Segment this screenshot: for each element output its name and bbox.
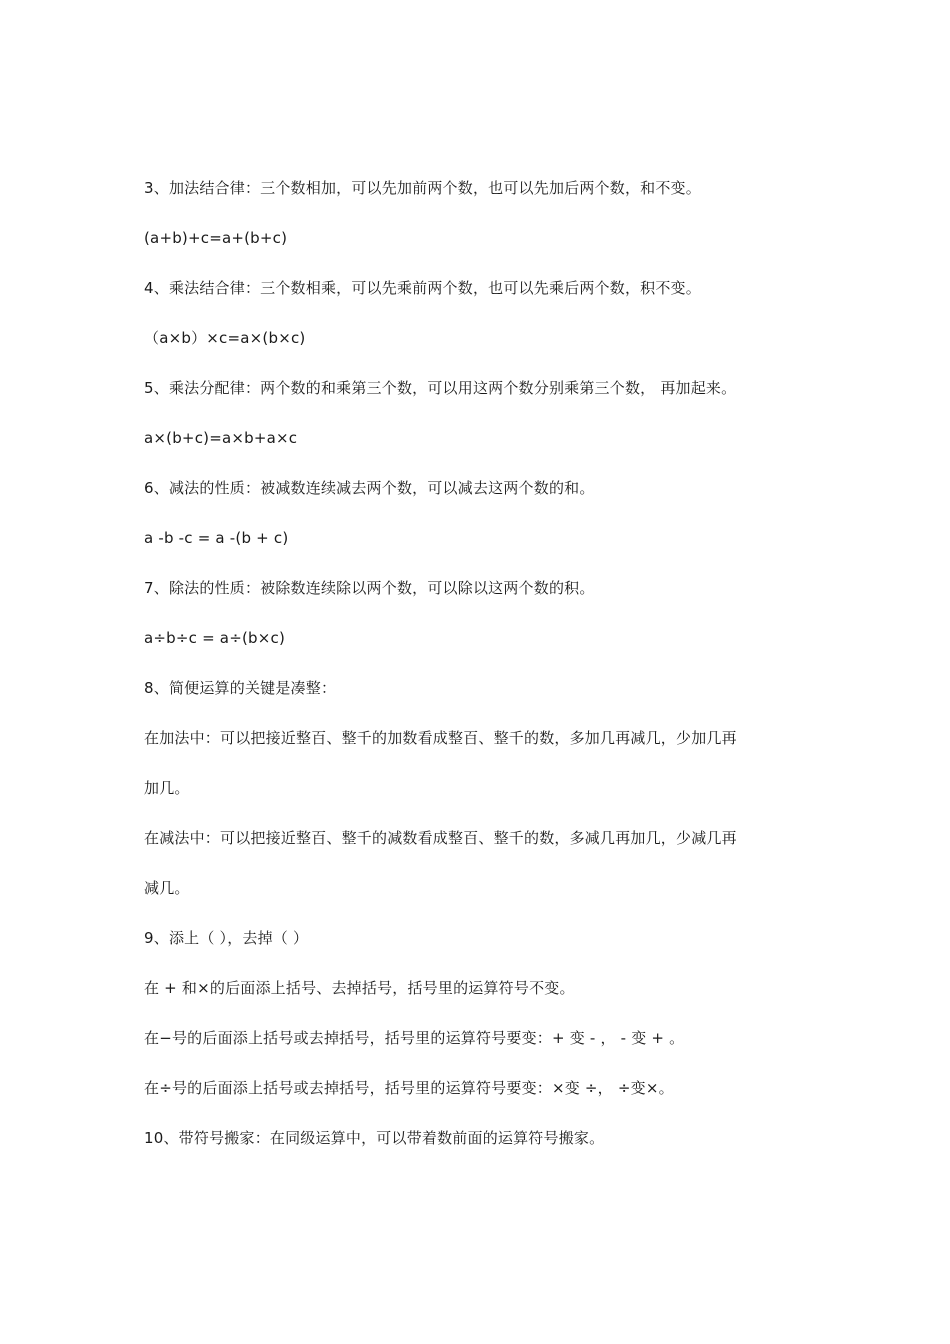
- rule-9-minus: 在−号的后面添上括号或去掉括号，括号里的运算符号要变：+ 变 - ， - 变 + 。: [144, 1029, 685, 1047]
- formula-associative-multiplication: （a×b）×c=a×(b×c): [144, 329, 306, 347]
- rule-9-divide: 在÷号的后面添上括号或去掉括号，括号里的运算符号要变：×变 ÷， ÷变×。: [144, 1079, 674, 1097]
- rule-8-addition-line-1: 在加法中：可以把接近整百、整千的加数看成整百、整千的数，多加几再减几，少加几再: [144, 729, 737, 747]
- rule-10-move-with-sign: 10、带符号搬家：在同级运算中，可以带着数前面的运算符号搬家。: [144, 1129, 605, 1147]
- rule-8-heading: 8、简便运算的关键是凑整：: [144, 679, 337, 697]
- rule-3-associative-addition: 3、加法结合律：三个数相加，可以先加前两个数，也可以先加后两个数，和不变。: [144, 179, 701, 197]
- formula-distributive: a×(b+c)=a×b+a×c: [144, 429, 298, 447]
- rule-8-subtraction-line-1: 在减法中：可以把接近整百、整千的减数看成整百、整千的数，多减几再加几，少减几再: [144, 829, 737, 847]
- rule-8-subtraction-line-2: 减几。: [144, 879, 190, 897]
- rule-7-division-property: 7、除法的性质：被除数连续除以两个数，可以除以这两个数的积。: [144, 579, 595, 597]
- rule-9-plus-times: 在 + 和×的后面添上括号、去掉括号，括号里的运算符号不变。: [144, 979, 575, 997]
- formula-division-property: a÷b÷c = a÷(b×c): [144, 629, 286, 647]
- rule-8-addition-line-2: 加几。: [144, 779, 190, 797]
- formula-associative-addition: (a+b)+c=a+(b+c): [144, 229, 288, 247]
- rule-6-subtraction-property: 6、减法的性质：被减数连续减去两个数，可以减去这两个数的和。: [144, 479, 595, 497]
- rule-4-associative-multiplication: 4、乘法结合律：三个数相乘，可以先乘前两个数，也可以先乘后两个数，积不变。: [144, 279, 701, 297]
- formula-subtraction-property: a -b -c = a -(b + c): [144, 529, 289, 547]
- rule-9-heading: 9、添上（ ），去掉（ ）: [144, 929, 309, 947]
- rule-5-distributive: 5、乘法分配律：两个数的和乘第三个数，可以用这两个数分别乘第三个数， 再加起来。: [144, 379, 737, 397]
